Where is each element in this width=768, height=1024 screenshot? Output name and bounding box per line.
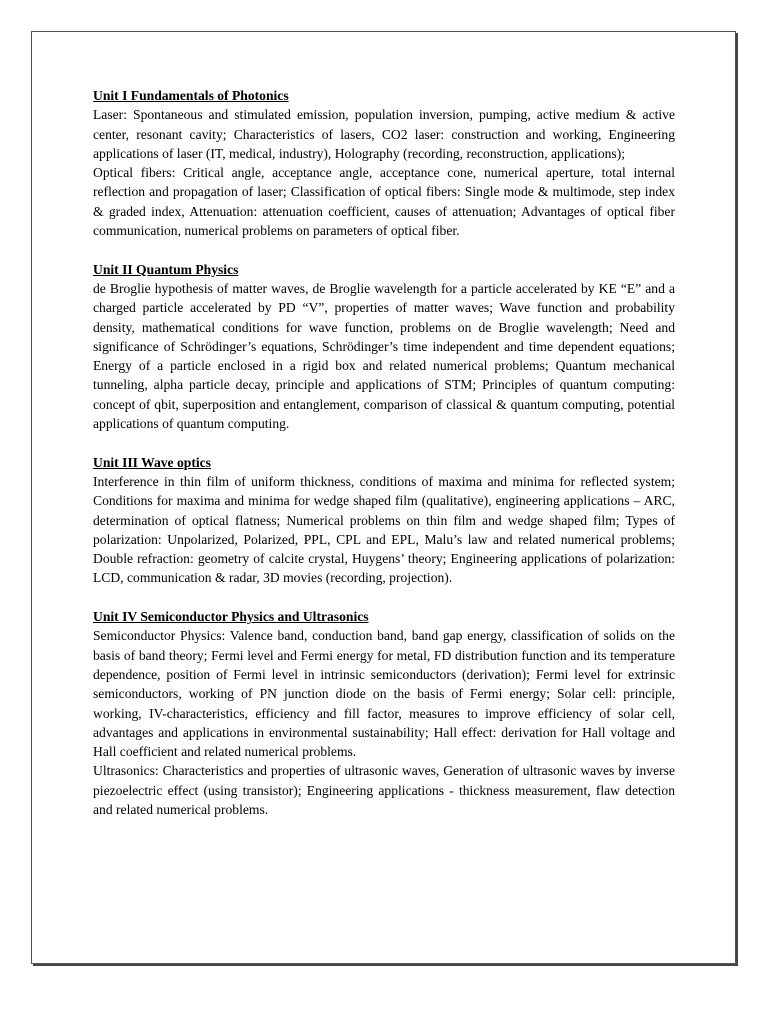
unit-2-title: Unit II Quantum Physics (93, 261, 239, 277)
unit-2-section (93, 260, 675, 434)
unit-1-section (93, 86, 675, 240)
unit-4-paragraph-semiconductor: Semiconductor Physics: Valence band, conduction band, band gap energy, classification of solids on the basis of band theory; Fermi level and Fermi energy for metal, FD distribution function and its temperature dependence, position of Fermi level in intrinsic semiconductors (derivation); Fermi level for extrinsic semiconductors, working of PN junction diode on the basis of Fermi energy; Solar cell: principle, working, IV-characteristics, efficiency and fill factor, measures to improve efficiency of solar cell, advantages and applications in environmental sustainability; Hall effect: derivation for Hall voltage and Hall coefficient and related numerical problems. (93, 628, 675, 760)
unit-4-title: Unit IV Semiconductor Physics and Ultrasonics (93, 609, 369, 625)
unit-3-section (93, 453, 675, 588)
unit-4-section (93, 607, 675, 819)
syllabus-content (93, 86, 675, 839)
unit-3-paragraph: Interference in thin film of uniform thickness, conditions of maxima and minima for reflected system; Conditions for maxima and minima for wedge shaped film (qualitative), engineering applications – ARC, determination of optical flatness; Numerical problems on thin film and wedge shaped film; Types of polarization: Unpolarized, Polarized, PPL, CPL and EPL, Malu’s law and related numerical problems; Double refraction: geometry of calcite crystal, Huygens’ theory; Engineering applications of polarization: LCD, communication & radar, 3D movies (recording, projection). (93, 473, 675, 586)
unit-4-paragraph-ultrasonics: Ultrasonics: Characteristics and properties of ultrasonic waves, Generation of ultrasonic waves by inverse piezoelectric effect (using transistor); Engineering applications - thickness measurement, flaw detection and related numerical problems. (93, 763, 675, 817)
unit-2-paragraph: de Broglie hypothesis of matter waves, de Broglie wavelength for a particle accelerated by KE “E” and a charged particle accelerated by PD “V”, properties of matter waves; Wave function and probability density, mathematical conditions for wave function, problems on de Broglie wavelength; Need and significance of Schrödinger’s equations, Schrödinger’s time independent and time dependent equations; Energy of a particle enclosed in a rigid box and related numerical problems; Quantum mechanical tunneling, alpha particle decay, principle and applications of STM; Principles of quantum computing: concept of qbit, superposition and entanglement, comparison of classical & quantum computing, potential applications of quantum computing. (93, 280, 675, 432)
unit-1-paragraph-optical-fibers: Optical fibers: Critical angle, acceptance angle, acceptance cone, numerical aperture, total internal reflection and propagation of laser; Classification of optical fibers: Single mode & multimode, step index & graded index, Attenuation: attenuation coefficient, causes of attenuation; Advantages of optical fiber communication, numerical problems on parameters of optical fiber. (93, 165, 675, 239)
unit-3-title: Unit III Wave optics (93, 454, 211, 470)
unit-1-title: Unit I Fundamentals of Photonics (93, 88, 289, 103)
unit-1-paragraph-laser: Laser: Spontaneous and stimulated emission, population inversion, pumping, active medium & active center, resonant cavity; Characteristics of lasers, CO2 laser: construction and working, Engineering applications of laser (IT, medical, industry), Holography (recording, reconstruction, applications); (93, 107, 675, 161)
